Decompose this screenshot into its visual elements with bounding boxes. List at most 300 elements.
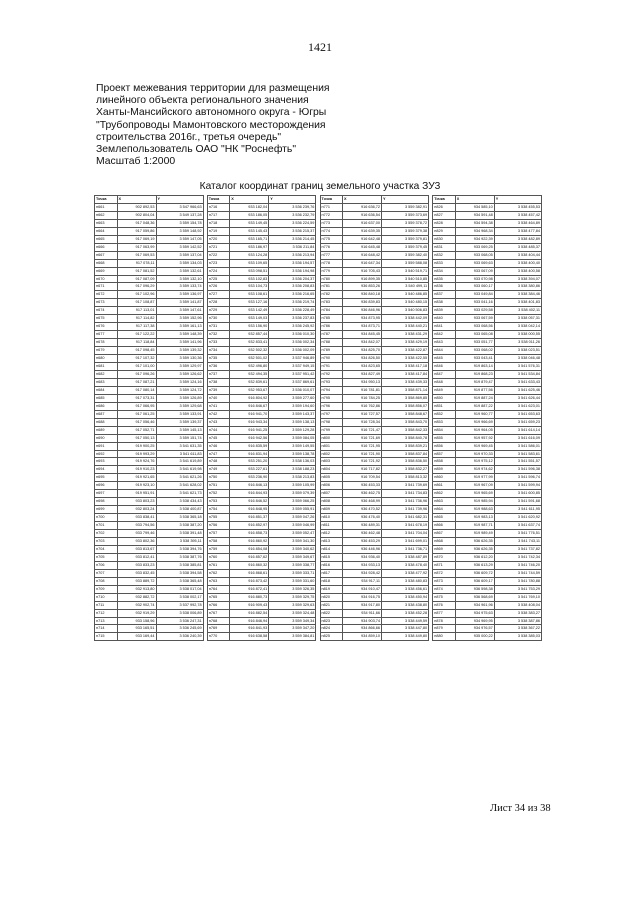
column-header-x: X — [343, 196, 382, 204]
x-coordinate-cell: 936 626,35 — [455, 545, 494, 553]
table-row — [95, 506, 542, 514]
y-coordinate-cell: 3 536 208,83 — [269, 283, 316, 291]
point-id-cell: н745 — [207, 434, 230, 442]
point-id-cell: н743 — [207, 418, 230, 426]
point-id-cell: н680 — [95, 355, 118, 363]
point-id-cell: н879 — [433, 625, 456, 633]
y-coordinate-cell: 3 538 385,81 — [156, 561, 203, 569]
y-coordinate-cell: 3 559 079,39 — [269, 490, 316, 498]
column-header-point: Точка — [95, 196, 118, 204]
x-coordinate-cell: 934 950,13 — [343, 378, 382, 386]
x-coordinate-cell: 933 041,16 — [455, 299, 494, 307]
x-coordinate-cell: 919 921,65 — [117, 474, 156, 482]
point-id-cell: н717 — [207, 211, 230, 219]
x-coordinate-cell: 933 799,46 — [117, 530, 156, 538]
point-id-cell: н847 — [433, 370, 456, 378]
point-id-cell: н828 — [433, 219, 456, 227]
x-coordinate-cell: 919 924,76 — [117, 458, 156, 466]
point-id-cell: н708 — [95, 577, 118, 585]
x-coordinate-cell: 916 941,25 — [230, 426, 269, 434]
y-coordinate-cell: 3 559 378,72 — [382, 219, 429, 227]
table-row — [95, 267, 542, 275]
x-coordinate-cell: 917 096,29 — [117, 283, 156, 291]
x-coordinate-cell: 934 928,42 — [343, 569, 382, 577]
point-id-cell: н780 — [320, 275, 343, 283]
column-header-x: X — [117, 196, 156, 204]
x-coordinate-cell: 919 868,23 — [455, 370, 494, 378]
y-coordinate-cell: 3 559 349,67 — [269, 553, 316, 561]
y-coordinate-cell: 3 538 057,31 — [494, 315, 541, 323]
point-id-cell: н683 — [95, 378, 118, 386]
x-coordinate-cell: 916 784,25 — [343, 394, 382, 402]
table-row — [95, 370, 542, 378]
x-coordinate-cell: 934 976,57 — [455, 625, 494, 633]
point-id-cell: н682 — [95, 370, 118, 378]
x-coordinate-cell: 916 943,34 — [230, 418, 269, 426]
table-row — [95, 315, 542, 323]
y-coordinate-cell: 3 559 373,69 — [382, 211, 429, 219]
point-id-cell: н749 — [207, 466, 230, 474]
y-coordinate-cell: 3 559 126,62 — [156, 370, 203, 378]
table-row — [95, 625, 542, 633]
point-id-cell: н706 — [95, 561, 118, 569]
y-coordinate-cell: 3 538 394,07 — [494, 275, 541, 283]
point-id-cell: н765 — [207, 593, 230, 601]
point-id-cell: н770 — [207, 633, 230, 641]
point-id-cell: н768 — [207, 617, 230, 625]
x-coordinate-cell: 916 642,48 — [343, 235, 382, 243]
point-id-cell: н760 — [207, 553, 230, 561]
point-id-cell: н825 — [320, 633, 343, 641]
point-id-cell: н798 — [320, 418, 343, 426]
x-coordinate-cell: 934 859,10 — [343, 633, 382, 641]
x-coordinate-cell: 917 108,87 — [117, 299, 156, 307]
table-row — [95, 522, 542, 530]
table-row — [95, 434, 542, 442]
x-coordinate-cell: 917 059,86 — [117, 227, 156, 235]
point-id-cell: н716 — [207, 203, 230, 211]
x-coordinate-cell: 919 960,77 — [455, 410, 494, 418]
point-id-cell: н787 — [320, 331, 343, 339]
table-header-row — [95, 196, 542, 204]
point-id-cell: н737 — [207, 370, 230, 378]
point-id-cell: н676 — [95, 323, 118, 331]
point-id-cell: н861 — [433, 482, 456, 490]
x-coordinate-cell: 916 648,42 — [343, 251, 382, 259]
table-row — [95, 323, 542, 331]
table-row — [95, 609, 542, 617]
y-coordinate-cell: 3 559 379,45 — [382, 243, 429, 251]
point-id-cell: н732 — [207, 331, 230, 339]
x-coordinate-cell: 933 068,05 — [455, 251, 494, 259]
x-coordinate-cell: 933 068,56 — [455, 323, 494, 331]
point-id-cell: н763 — [207, 577, 230, 585]
y-coordinate-cell: 3 541 551,57 — [494, 458, 541, 466]
x-coordinate-cell: 919 900,25 — [117, 442, 156, 450]
point-id-cell: н766 — [207, 601, 230, 609]
point-id-cell: н742 — [207, 410, 230, 418]
y-coordinate-cell: 3 538 017,04 — [156, 585, 203, 593]
x-coordinate-cell: 919 989,49 — [455, 530, 494, 538]
table-row — [95, 227, 542, 235]
y-coordinate-cell: 3 541 619,98 — [156, 466, 203, 474]
y-coordinate-cell: 3 541 591,68 — [494, 498, 541, 506]
table-row — [95, 569, 542, 577]
point-id-cell: н826 — [433, 203, 456, 211]
y-coordinate-cell: 3 559 382,40 — [382, 251, 429, 259]
point-id-cell: н812 — [320, 530, 343, 538]
point-id-cell: н835 — [433, 275, 456, 283]
y-coordinate-cell: 3 541 769,10 — [494, 593, 541, 601]
point-id-cell: н807 — [320, 490, 343, 498]
x-coordinate-cell: 916 831,94 — [230, 450, 269, 458]
point-id-cell: н775 — [320, 235, 343, 243]
y-coordinate-cell: 3 538 447,80 — [382, 625, 429, 633]
x-coordinate-cell: 916 851,37 — [230, 514, 269, 522]
point-id-cell: н794 — [320, 386, 343, 394]
point-id-cell: н773 — [320, 219, 343, 227]
x-coordinate-cell: 919 863,14 — [455, 363, 494, 371]
table-row — [95, 291, 542, 299]
y-coordinate-cell: 3 559 145,13 — [156, 426, 203, 434]
point-id-cell: н840 — [433, 315, 456, 323]
point-id-cell: н669 — [95, 267, 118, 275]
x-coordinate-cell: 916 909,43 — [230, 601, 269, 609]
point-id-cell: н859 — [433, 466, 456, 474]
x-coordinate-cell: 933 043,41 — [455, 355, 494, 363]
y-coordinate-cell: 3 538 383,27 — [494, 609, 541, 617]
y-coordinate-cell: 3 538 000,55 — [494, 331, 541, 339]
point-id-cell: н694 — [95, 466, 118, 474]
y-coordinate-cell: 3 559 126,89 — [156, 394, 203, 402]
point-id-cell: н729 — [207, 307, 230, 315]
point-id-cell: н836 — [433, 283, 456, 291]
point-id-cell: н758 — [207, 537, 230, 545]
x-coordinate-cell: 916 717,82 — [343, 466, 382, 474]
x-coordinate-cell: 916 848,95 — [230, 506, 269, 514]
y-coordinate-cell: 3 559 130,36 — [156, 355, 203, 363]
x-coordinate-cell: 917 087,09 — [117, 275, 156, 283]
x-coordinate-cell: 933 109,65 — [230, 259, 269, 267]
x-coordinate-cell: 916 860,32 — [230, 561, 269, 569]
y-coordinate-cell: 3 559 136,97 — [156, 291, 203, 299]
y-coordinate-cell: 3 558 837,84 — [382, 450, 429, 458]
x-coordinate-cell: 919 910,23 — [117, 466, 156, 474]
point-id-cell: н791 — [320, 363, 343, 371]
y-coordinate-cell: 3 559 341,30 — [269, 537, 316, 545]
x-coordinate-cell: 916 846,52 — [230, 498, 269, 506]
point-id-cell: н701 — [95, 522, 118, 530]
point-id-cell: н677 — [95, 331, 118, 339]
y-coordinate-cell: 3 541 734,83 — [382, 490, 429, 498]
point-id-cell: н845 — [433, 355, 456, 363]
x-coordinate-cell: 933 124,28 — [230, 251, 269, 259]
y-coordinate-cell: 3 559 324,48 — [269, 609, 316, 617]
table-row — [95, 331, 542, 339]
x-coordinate-cell: 936 453,29 — [343, 537, 382, 545]
x-coordinate-cell: 916 721,95 — [343, 442, 382, 450]
table-row — [95, 514, 542, 522]
point-id-cell: н810 — [320, 514, 343, 522]
point-id-cell: н734 — [207, 347, 230, 355]
table-row — [95, 498, 542, 506]
point-id-cell: н789 — [320, 347, 343, 355]
y-coordinate-cell: 3 559 139,37 — [156, 418, 203, 426]
y-coordinate-cell: 3 540 510,85 — [382, 275, 429, 283]
y-coordinate-cell: 3 536 245,92 — [269, 323, 316, 331]
y-coordinate-cell: 3 559 047,26 — [269, 514, 316, 522]
y-coordinate-cell: 3 538 452,28 — [382, 609, 429, 617]
y-coordinate-cell: 3 541 739,69 — [382, 482, 429, 490]
x-coordinate-cell: 934 917,80 — [343, 601, 382, 609]
heading-line: строительства 2016г., третья очередь" — [96, 131, 282, 143]
y-coordinate-cell: 3 559 137,04 — [156, 251, 203, 259]
table-row — [95, 490, 542, 498]
y-coordinate-cell: 3 541 596,38 — [494, 466, 541, 474]
project-heading — [96, 83, 396, 168]
point-id-cell: н718 — [207, 219, 230, 227]
x-coordinate-cell: 933 182,04 — [230, 203, 269, 211]
point-id-cell: н839 — [433, 307, 456, 315]
x-coordinate-cell: 933 236,90 — [230, 474, 269, 482]
x-coordinate-cell: 933 067,59 — [455, 315, 494, 323]
x-coordinate-cell: 933 070,98 — [455, 275, 494, 283]
y-coordinate-cell: 3 536 232,79 — [269, 211, 316, 219]
y-coordinate-cell: 3 538 385,03 — [494, 633, 541, 641]
y-coordinate-cell: 3 559 347,20 — [269, 625, 316, 633]
y-coordinate-cell: 3 541 743,11 — [494, 537, 541, 545]
x-coordinate-cell: 933 838,41 — [117, 514, 156, 522]
x-coordinate-cell: 916 636,54 — [343, 211, 382, 219]
x-coordinate-cell: 919 987,71 — [455, 522, 494, 530]
x-coordinate-cell: 936 453,33 — [343, 482, 382, 490]
point-id-cell: н788 — [320, 339, 343, 347]
x-coordinate-cell: 934 826,50 — [343, 355, 382, 363]
x-coordinate-cell: 936 462,75 — [343, 490, 382, 498]
point-id-cell: н714 — [95, 625, 118, 633]
x-coordinate-cell: 916 727,57 — [343, 410, 382, 418]
point-id-cell: н854 — [433, 426, 456, 434]
y-coordinate-cell: 3 538 450,94 — [382, 593, 429, 601]
point-id-cell: н872 — [433, 569, 456, 577]
x-coordinate-cell: 933 149,03 — [230, 315, 269, 323]
y-coordinate-cell: 3 559 329,63 — [269, 601, 316, 609]
x-coordinate-cell: 934 873,95 — [343, 315, 382, 323]
x-coordinate-cell: 919 985,94 — [455, 498, 494, 506]
table-row — [95, 243, 542, 251]
table-row — [95, 339, 542, 347]
point-id-cell: н688 — [95, 418, 118, 426]
point-id-cell: н781 — [320, 283, 343, 291]
point-id-cell: н827 — [433, 211, 456, 219]
y-coordinate-cell: 3 559 382,91 — [382, 203, 429, 211]
y-coordinate-cell: 3 538 455,53 — [494, 203, 541, 211]
table-row — [95, 402, 542, 410]
y-coordinate-cell: 3 538 213,83 — [269, 474, 316, 482]
y-coordinate-cell: 3 541 621,73 — [156, 490, 203, 498]
y-coordinate-cell: 3 538 367,22 — [494, 625, 541, 633]
y-coordinate-cell: 3 559 066,25 — [269, 498, 316, 506]
y-coordinate-cell: 3 538 188,23 — [269, 466, 316, 474]
point-id-cell: н778 — [320, 259, 343, 267]
y-coordinate-cell: 3 538 006,89 — [156, 609, 203, 617]
x-coordinate-cell: 936 626,35 — [455, 537, 494, 545]
y-coordinate-cell: 3 538 478,40 — [382, 561, 429, 569]
point-id-cell: н751 — [207, 482, 230, 490]
table-row — [95, 410, 542, 418]
y-coordinate-cell: 3 538 011,26 — [494, 339, 541, 347]
x-coordinate-cell: 916 899,35 — [343, 275, 382, 283]
x-coordinate-cell: 933 102,83 — [230, 275, 269, 283]
point-id-cell: н761 — [207, 561, 230, 569]
point-id-cell: н833 — [433, 259, 456, 267]
y-coordinate-cell: 3 538 477,84 — [494, 227, 541, 235]
point-id-cell: н857 — [433, 450, 456, 458]
point-id-cell: н700 — [95, 514, 118, 522]
x-coordinate-cell: 917 114,82 — [117, 315, 156, 323]
y-coordinate-cell: 3 541 620,92 — [494, 514, 541, 522]
point-id-cell: н817 — [320, 569, 343, 577]
x-coordinate-cell: 933 156,90 — [230, 323, 269, 331]
y-coordinate-cell: 3 536 215,37 — [269, 227, 316, 235]
point-id-cell: н675 — [95, 315, 118, 323]
y-coordinate-cell: 3 541 625,46 — [494, 386, 541, 394]
point-id-cell: н739 — [207, 386, 230, 394]
y-coordinate-cell: 3 559 124,16 — [156, 378, 203, 386]
x-coordinate-cell: 934 585,10 — [455, 203, 494, 211]
y-coordinate-cell: 3 541 753,29 — [494, 585, 541, 593]
table-row — [95, 211, 542, 219]
table-row — [95, 537, 542, 545]
x-coordinate-cell: 933 832,45 — [117, 569, 156, 577]
y-coordinate-cell: 3 558 869,85 — [382, 394, 429, 402]
point-id-cell: н776 — [320, 243, 343, 251]
x-coordinate-cell: 933 158,96 — [117, 617, 156, 625]
point-id-cell: н720 — [207, 235, 230, 243]
y-coordinate-cell: 3 541 614,14 — [494, 426, 541, 434]
x-coordinate-cell: 933 029,58 — [455, 307, 494, 315]
x-coordinate-cell: 936 839,83 — [343, 299, 382, 307]
y-coordinate-cell: 3 538 365,48 — [156, 577, 203, 585]
x-coordinate-cell: 917 101,00 — [117, 363, 156, 371]
y-coordinate-cell: 3 541 744,59 — [494, 569, 541, 577]
x-coordinate-cell: 916 721,92 — [343, 458, 382, 466]
point-id-cell: н792 — [320, 370, 343, 378]
point-id-cell: н841 — [433, 323, 456, 331]
x-coordinate-cell: 933 813,67 — [117, 545, 156, 553]
x-coordinate-cell: 934 873,71 — [343, 323, 382, 331]
y-coordinate-cell: 3 536 002,34 — [269, 339, 316, 347]
catalog-title: Каталог координат границ земельного участка ЗУ3 — [199, 181, 441, 192]
point-id-cell: н844 — [433, 347, 456, 355]
y-coordinate-cell: 3 559 046,99 — [269, 522, 316, 530]
x-coordinate-cell: 934 845,45 — [343, 331, 382, 339]
point-id-cell: н703 — [95, 537, 118, 545]
x-coordinate-cell: 917 098,45 — [117, 347, 156, 355]
table-row — [95, 561, 542, 569]
y-coordinate-cell: 3 538 136,03 — [269, 458, 316, 466]
table-row — [95, 442, 542, 450]
x-coordinate-cell: 916 804,92 — [230, 394, 269, 402]
point-id-cell: н869 — [433, 545, 456, 553]
point-id-cell: н663 — [95, 219, 118, 227]
point-id-cell: н774 — [320, 227, 343, 235]
point-id-cell: н816 — [320, 561, 343, 569]
point-id-cell: н722 — [207, 251, 230, 259]
x-coordinate-cell: 933 108,61 — [230, 291, 269, 299]
point-id-cell: н873 — [433, 577, 456, 585]
point-id-cell: н805 — [320, 474, 343, 482]
y-coordinate-cell: 3 536 211,84 — [269, 243, 316, 251]
heading-line: Землепользователь ОАО "НК "Роснефть" — [96, 144, 297, 156]
x-coordinate-cell: 934 961,96 — [455, 601, 494, 609]
page-number: 1421 — [308, 40, 332, 54]
point-id-cell: н800 — [320, 434, 343, 442]
x-coordinate-cell: 933 803,23 — [117, 498, 156, 506]
point-id-cell: н668 — [95, 259, 118, 267]
y-coordinate-cell: 3 538 456,61 — [382, 585, 429, 593]
y-coordinate-cell: 3 559 148,39 — [156, 331, 203, 339]
point-id-cell: н661 — [95, 203, 118, 211]
point-id-cell: н719 — [207, 227, 230, 235]
x-coordinate-cell: 932 494,35 — [230, 370, 269, 378]
x-coordinate-cell: 936 446,96 — [343, 545, 382, 553]
x-coordinate-cell: 919 964,05 — [455, 426, 494, 434]
y-coordinate-cell: 3 541 576,31 — [494, 363, 541, 371]
x-coordinate-cell: 932 839,61 — [230, 378, 269, 386]
y-coordinate-cell: 3 538 431,29 — [382, 331, 429, 339]
y-coordinate-cell: 3 541 737,82 — [494, 545, 541, 553]
x-coordinate-cell: 916 868,61 — [230, 569, 269, 577]
x-coordinate-cell: 932 953,67 — [230, 386, 269, 394]
point-id-cell: н842 — [433, 331, 456, 339]
heading-line: Ханты-Мансийского автономного округа - Югры — [96, 107, 327, 119]
point-id-cell: н673 — [95, 299, 118, 307]
point-id-cell: н855 — [433, 434, 456, 442]
point-id-cell: н880 — [433, 633, 456, 641]
y-coordinate-cell: 3 559 141,87 — [156, 299, 203, 307]
y-coordinate-cell: 3 559 105,99 — [269, 482, 316, 490]
point-id-cell: н678 — [95, 339, 118, 347]
x-coordinate-cell: 917 102,96 — [117, 291, 156, 299]
y-coordinate-cell: 3 559 055,91 — [269, 506, 316, 514]
x-coordinate-cell: 917 048,36 — [117, 219, 156, 227]
x-coordinate-cell: 919 887,22 — [455, 402, 494, 410]
heading-line: линейного объекта регионального значения — [96, 95, 309, 107]
x-coordinate-cell: 933 251,20 — [230, 458, 269, 466]
point-id-cell: н681 — [95, 363, 118, 371]
table-row — [95, 633, 542, 641]
x-coordinate-cell: 917 069,19 — [117, 235, 156, 243]
y-coordinate-cell: 3 538 480,83 — [382, 577, 429, 585]
point-id-cell: н690 — [95, 434, 118, 442]
point-id-cell: н721 — [207, 243, 230, 251]
y-coordinate-cell: 3 541 746,20 — [494, 561, 541, 569]
y-coordinate-cell: 3 536 224,59 — [269, 219, 316, 227]
point-id-cell: н790 — [320, 355, 343, 363]
y-coordinate-cell: 3 541 742,34 — [494, 553, 541, 561]
point-id-cell: н679 — [95, 347, 118, 355]
x-coordinate-cell: 916 882,54 — [230, 609, 269, 617]
y-coordinate-cell: 3 559 138,13 — [269, 418, 316, 426]
y-coordinate-cell: 3 538 387,20 — [156, 522, 203, 530]
x-coordinate-cell: 919 983,13 — [455, 514, 494, 522]
x-coordinate-cell: 919 975,12 — [455, 458, 494, 466]
y-coordinate-cell: 3 559 147,05 — [156, 235, 203, 243]
point-id-cell: н837 — [433, 291, 456, 299]
y-coordinate-cell: 3 559 194,60 — [269, 402, 316, 410]
point-id-cell: н752 — [207, 490, 230, 498]
